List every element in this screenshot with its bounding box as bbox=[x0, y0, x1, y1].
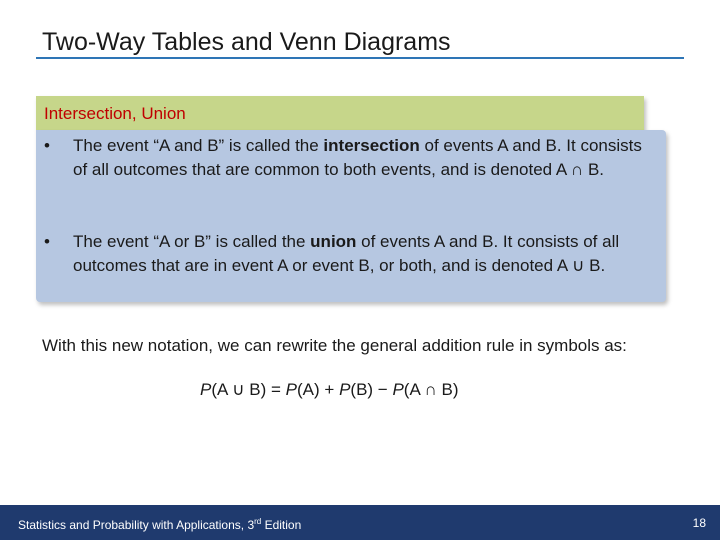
bullet-marker: • bbox=[44, 136, 50, 155]
footer-bar bbox=[0, 505, 720, 540]
term-union: union bbox=[310, 232, 357, 251]
definition-box-body bbox=[36, 130, 666, 302]
addition-rule-formula: P(A ∪ B) = P(A) + P(B) − P(A ∩ B) bbox=[200, 380, 459, 399]
bullet-text: The event “A and B” is called the intersection of events A and B. It consists of all outcomes that are common to both events, and is denoted A ∩ B. bbox=[73, 136, 642, 179]
definition-box-heading: Intersection, Union bbox=[44, 104, 186, 123]
definition-box-header bbox=[36, 96, 644, 130]
body-paragraph: With this new notation, we can rewrite the general addition rule in symbols as: bbox=[42, 336, 627, 355]
bullet-union bbox=[44, 230, 660, 278]
bullet-marker: • bbox=[44, 232, 50, 251]
term-intersection: intersection bbox=[323, 136, 420, 155]
slide-title: Two-Way Tables and Venn Diagrams bbox=[42, 28, 451, 56]
bullet-text: The event “A or B” is called the union of events A and B. It consists of all outcomes that are in event A or event B, or both, and is denoted A ∪ B. bbox=[73, 232, 620, 275]
page-number: 18 bbox=[692, 516, 706, 530]
bullet-intersection bbox=[44, 134, 660, 182]
footer-book-title: Statistics and Probability with Applications, 3rd Edition bbox=[18, 517, 302, 532]
title-underline bbox=[36, 57, 684, 59]
